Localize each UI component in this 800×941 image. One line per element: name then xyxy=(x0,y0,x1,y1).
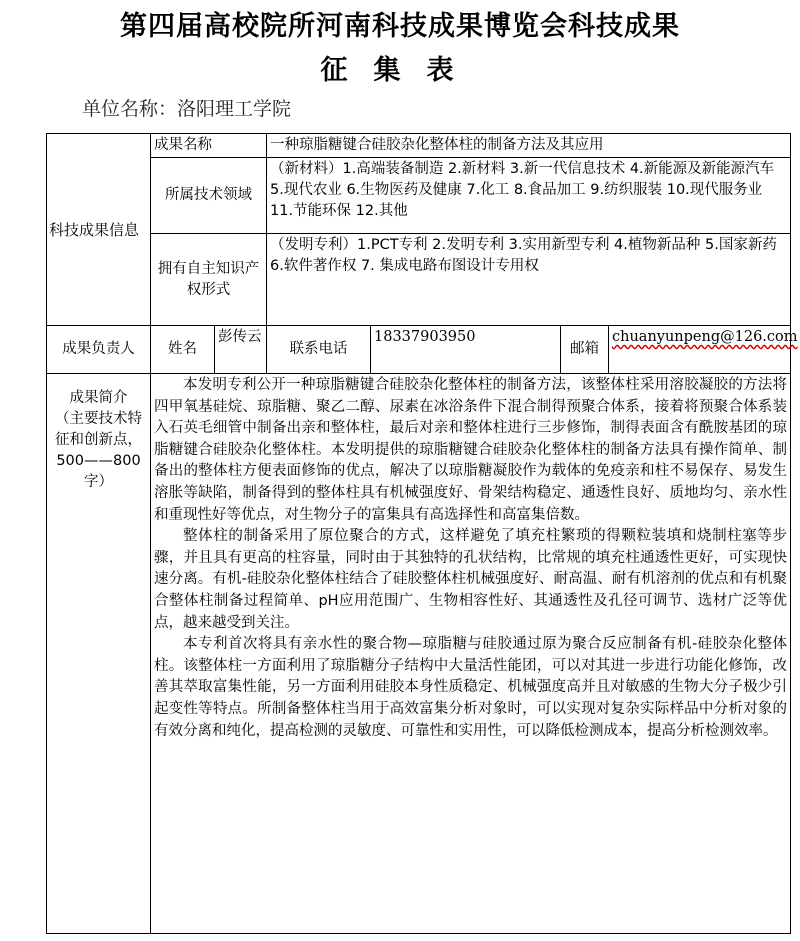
section-intro xyxy=(47,374,151,934)
contact-name-value: 彭传云 xyxy=(215,326,267,374)
intro-paragraph-3: 本专利首次将具有亲水性的聚合物—琼脂糖与硅胶通过原为聚合反应制备有机-硅胶杂化整体柱。该整体柱一方面利用了琼脂糖分子结构中大量活性能团，可以对其进一步进行功能化修饰，改善其萃取富集性能，另一方面利用硅胶本身性质稳定、机械强度高并且对敏感的生物大分子极少引起变性等特点。所制备整体柱当用于高效富集分析对象时，可以实现对复杂实际样品中分析对象的有效分离和纯化，提高检测的灵敏度、可靠性和实用性，可以降低检测成本，提高分析检测效率。 xyxy=(154,636,788,739)
unit-name: 洛阳理工学院 xyxy=(177,98,292,120)
ip-form-label: 拥有自主知识产权形式 xyxy=(151,234,267,326)
form-table xyxy=(46,133,798,934)
intro-label: 成果简介 xyxy=(69,390,128,406)
achievement-name-value: 一种琼脂糖键合硅胶杂化整体柱的制备方法及其应用 xyxy=(267,134,791,158)
section-contact: 成果负责人 xyxy=(47,326,151,374)
unit-label: 单位名称： xyxy=(82,98,178,120)
intro-paragraph-1: 本发明专利公开一种琼脂糖键合硅胶杂化整体柱的制备方法，该整体柱采用溶胶凝胶的方法将四甲氧基硅烷、琼脂糖、聚乙二醇、尿素在冰浴条件下混合制得预聚合体系，接着将预聚合体系装入石英毛细管中制备出亲和整体柱，最后对亲和整体柱进行三步修饰，制得表面含有酰胺基团的琼脂糖键合硅胶杂化整体柱。本发明提供的琼脂糖键合硅胶杂化整体柱的制备方法具有操作简单、制备出的整体柱方便表面修饰的优点，解决了以琼脂糖凝胶作为载体的免疫亲和柱不易保存、易发生溶胀等缺陷，制备得到的整体柱具有机械强度好、骨架结构稳定、通透性良好、质地均匀、亲水性和重现性好等优点，对生物分子的富集具有高选择性和高富集倍数。 xyxy=(154,377,788,523)
form-title: 第四届高校院所河南科技成果博览会科技成果 xyxy=(120,11,680,42)
intro-content xyxy=(151,374,791,934)
unit-line xyxy=(82,94,291,121)
achievement-name-label: 成果名称 xyxy=(151,134,267,158)
tech-field-value: （新材料）1.高端装备制造 2.新材料 3.新一代信息技术 4.新能源及新能源汽车 5.现代农业 6.生物医药及健康 7.化工 8.食品加工 9.纺织服装 10.现代服务业 11.节能环保 12.其他 xyxy=(267,158,791,234)
contact-email-label: 邮箱 xyxy=(561,326,609,374)
section-tech-info: 科技成果信息 xyxy=(47,134,151,326)
intro-sublabel: （主要技术特征和创新点，500——800字） xyxy=(55,411,142,490)
email-text: chuanyunpeng@126.com xyxy=(612,329,798,345)
tech-field-label: 所属技术领域 xyxy=(151,158,267,234)
ip-form-value: （发明专利）1.PCT专利 2.发明专利 3.实用新型专利 4.植物新品种 5.国家新药 6.软件著作权 7. 集成电路布图设计专用权 xyxy=(267,234,791,326)
contact-email-value xyxy=(609,326,798,374)
contact-name-label: 姓名 xyxy=(151,326,215,374)
contact-phone-label: 联系电话 xyxy=(267,326,371,374)
contact-phone-value: 18337903950 xyxy=(371,326,561,374)
intro-paragraph-2: 整体柱的制备采用了原位聚合的方式，这样避免了填充柱繁琐的得颗粒装填和烧制柱塞等步骤，并且具有更高的柱容量，同时由于其独特的孔状结构，比常规的填充柱通透性更好，可实现快速分离。有机-硅胶杂化整体柱结合了硅胶整体柱机械强度好、耐高温、耐有机溶剂的优点和有机聚合整体柱制备过程简单、pH应用范围广、生物相容性好、其通透性及孔径可调节、选材广泛等优点，越来越受到关注。 xyxy=(154,528,788,631)
form-subtitle: 征集表 xyxy=(320,55,480,86)
